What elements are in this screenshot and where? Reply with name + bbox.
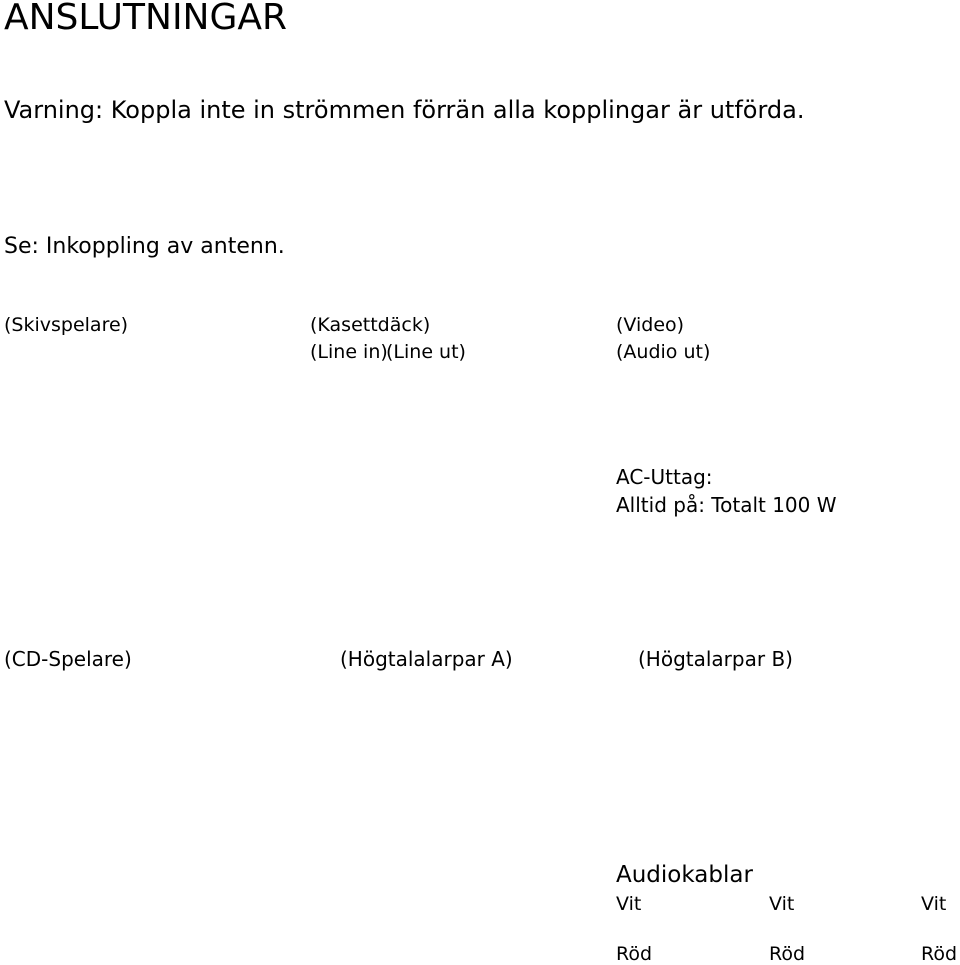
cable-white-3: Vit xyxy=(921,893,947,915)
tape-line-out-label: (Line ut) xyxy=(386,341,466,363)
warning-text: Varning: Koppla inte in strömmen förrän alla kopplingar är utförda. xyxy=(4,96,805,124)
ac-outlet-always-on: Alltid på: Totalt 100 W xyxy=(616,493,837,517)
audio-cables-title: Audiokablar xyxy=(616,862,753,888)
cd-player-label: (CD-Spelare) xyxy=(4,647,132,671)
ac-outlet-label: AC-Uttag: xyxy=(616,465,713,489)
speakers-b-label: (Högtalarpar B) xyxy=(638,647,793,671)
cable-red-2: Röd xyxy=(769,943,806,965)
cable-red-1: Röd xyxy=(616,943,653,965)
video-label: (Video) xyxy=(616,314,685,336)
page-title: ANSLUTNINGAR xyxy=(4,0,288,38)
cable-white-1: Vit xyxy=(616,893,642,915)
turntable-label: (Skivspelare) xyxy=(4,314,129,336)
speakers-a-label: (Högtalalarpar A) xyxy=(340,647,513,671)
cable-white-2: Vit xyxy=(769,893,795,915)
see-antenna-reference: Se: Inkoppling av antenn. xyxy=(4,234,285,259)
tape-line-in-label: (Line in) xyxy=(310,341,388,363)
tape-deck-label: (Kasettdäck) xyxy=(310,314,431,336)
cable-red-3: Röd xyxy=(921,943,958,965)
audio-out-label: (Audio ut) xyxy=(616,341,711,363)
